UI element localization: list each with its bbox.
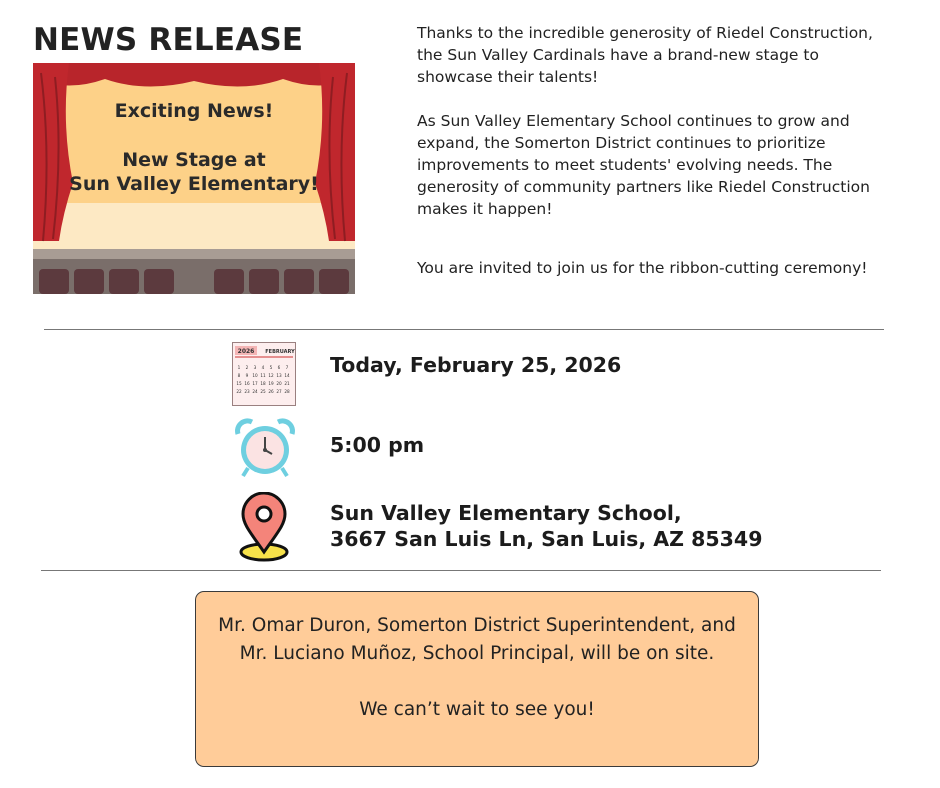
intro-text <box>417 22 875 279</box>
svg-text:7: 7 <box>285 365 289 370</box>
stage-headline-line1: Exciting News! <box>114 100 274 122</box>
svg-text:21: 21 <box>284 381 290 386</box>
svg-text:23: 23 <box>244 389 250 394</box>
intro-paragraph-2: As Sun Valley Elementary School continues to grow and expand, the Somerton District continues to prioritize improvements to meet students' evolving needs. The generosity of community partners like Riedel Construction makes it happen! <box>417 112 870 218</box>
svg-text:25: 25 <box>260 389 266 394</box>
stage-headline <box>33 100 355 196</box>
closing-callout <box>195 591 759 767</box>
alarm-clock-icon <box>234 418 296 478</box>
intro-paragraph-3: You are invited to join us for the ribbon-cutting ceremony! <box>417 259 868 277</box>
stage-headline-line2b: Sun Valley Elementary! <box>69 173 319 195</box>
svg-text:11: 11 <box>260 373 266 378</box>
svg-text:26: 26 <box>268 389 274 394</box>
divider-bottom <box>41 570 881 571</box>
svg-text:22: 22 <box>236 389 242 394</box>
svg-text:20: 20 <box>276 381 282 386</box>
svg-text:17: 17 <box>252 381 258 386</box>
location-line-2: 3667 San Luis Ln, San Luis, AZ 85349 <box>330 527 763 551</box>
svg-text:8: 8 <box>237 373 241 378</box>
svg-text:13: 13 <box>276 373 282 378</box>
svg-text:1: 1 <box>237 365 241 370</box>
svg-text:15: 15 <box>236 381 242 386</box>
calendar-month: FEBRUARY <box>265 349 295 355</box>
callout-officials: Mr. Omar Duron, Somerton District Superintendent, and Mr. Luciano Muñoz, School Principal, will be on site. <box>218 615 736 664</box>
svg-text:16: 16 <box>244 381 250 386</box>
calendar-year: 2026 <box>237 348 255 355</box>
svg-text:6: 6 <box>277 365 281 370</box>
svg-text:24: 24 <box>252 389 258 394</box>
svg-text:28: 28 <box>284 389 290 394</box>
event-time: 5:00 pm <box>330 433 425 457</box>
page-title: NEWS RELEASE <box>33 22 304 58</box>
divider-top <box>44 329 884 330</box>
svg-text:19: 19 <box>268 381 274 386</box>
svg-text:4: 4 <box>261 365 265 370</box>
svg-text:3: 3 <box>253 365 257 370</box>
svg-text:2: 2 <box>245 365 249 370</box>
svg-text:18: 18 <box>260 381 266 386</box>
event-date: Today, February 25, 2026 <box>330 353 622 377</box>
svg-text:10: 10 <box>252 373 258 378</box>
svg-text:5: 5 <box>269 365 273 370</box>
svg-text:27: 27 <box>276 389 282 394</box>
stage-headline-line2a: New Stage at <box>122 149 266 171</box>
callout-closing: We can’t wait to see you! <box>359 699 595 720</box>
calendar-icon <box>232 342 296 406</box>
svg-text:14: 14 <box>284 373 290 378</box>
svg-text:9: 9 <box>245 373 249 378</box>
event-location <box>330 500 762 552</box>
location-line-1: Sun Valley Elementary School, <box>330 501 682 525</box>
map-pin-icon <box>238 492 290 562</box>
svg-text:12: 12 <box>268 373 274 378</box>
intro-paragraph-1: Thanks to the incredible generosity of Riedel Construction, the Sun Valley Cardinals have a brand-new stage to showcase their talents! <box>417 24 873 86</box>
